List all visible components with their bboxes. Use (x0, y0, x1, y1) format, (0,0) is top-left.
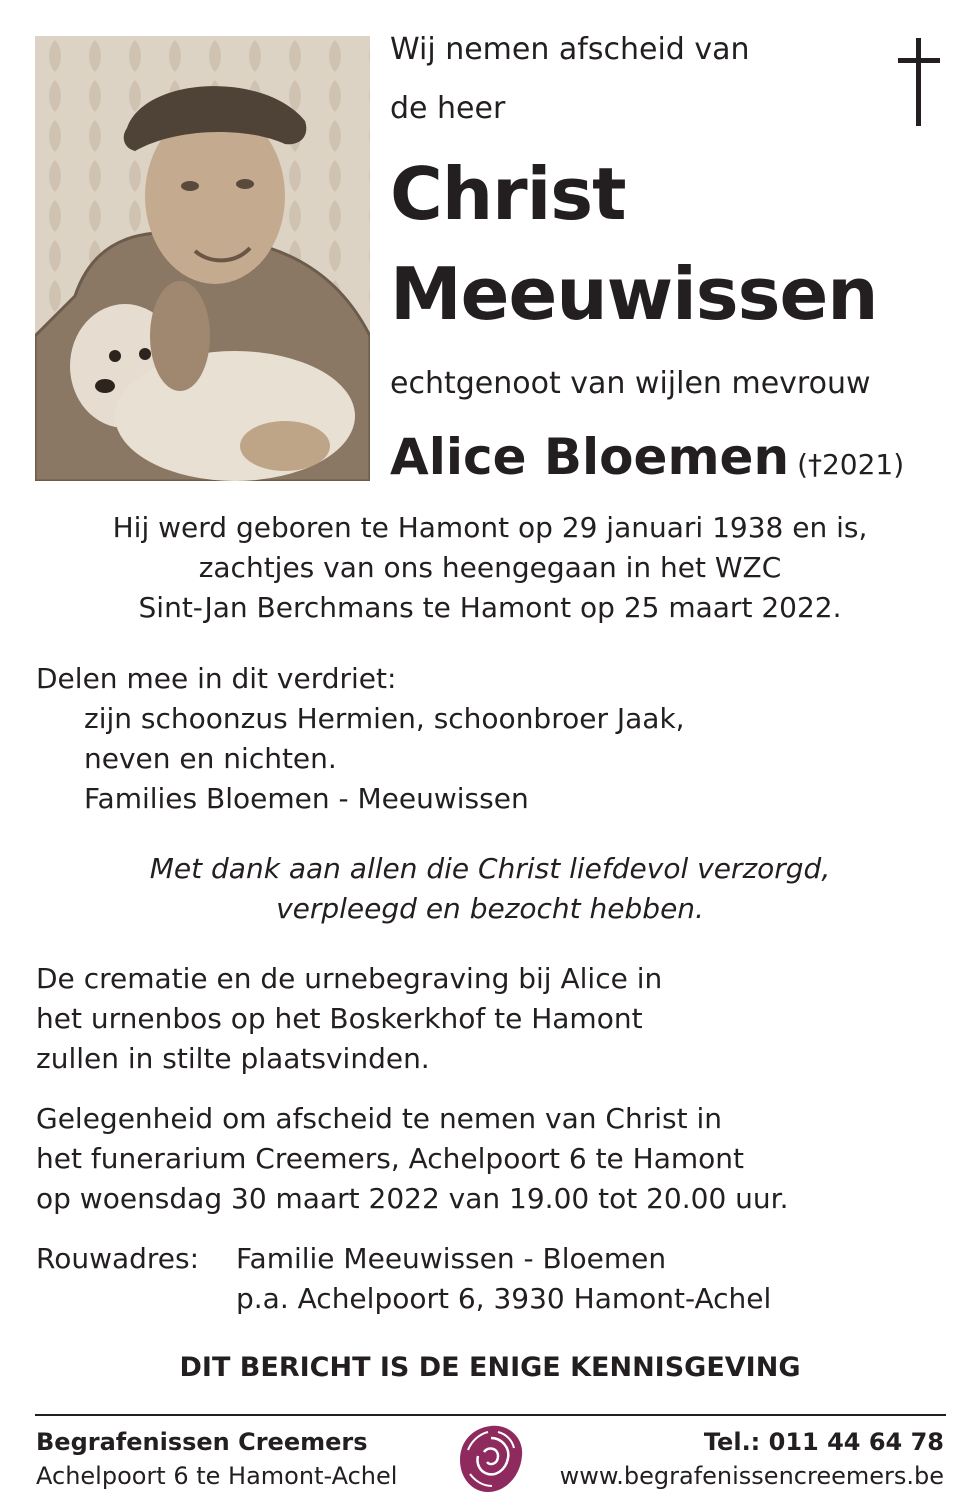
spouse-note: (†2021) (797, 448, 905, 481)
rose-logo-icon (454, 1420, 528, 1502)
deceased-last-name: Meeuwissen (390, 252, 878, 336)
visitation-line-3: op woensdag 30 maart 2022 van 19.00 tot 20.00 uur. (36, 1182, 789, 1215)
visitation-line-1: Gelegenheid om afscheid te nemen van Christ in (36, 1102, 723, 1135)
mourners-line-3: Families Bloemen - Meeuwissen (84, 782, 529, 815)
mourners-heading: Delen mee in dit verdriet: (36, 662, 397, 695)
intro-line-1: Wij nemen afscheid van (390, 32, 750, 67)
spouse-intro: echtgenoot van wijlen mevrouw (390, 366, 871, 401)
mourners-line-1: zijn schoonzus Hermien, schoonbroer Jaak, (84, 702, 685, 735)
deceased-first-name: Christ (390, 152, 626, 236)
birth-death-line-1: Hij werd geboren te Hamont op 29 januari 1938 en is, (112, 511, 868, 544)
footer-company-address: Achelpoort 6 te Hamont-Achel (36, 1462, 398, 1490)
birth-death-line-3: Sint-Jan Berchmans te Hamont op 25 maart 2022. (138, 591, 842, 624)
address-line-1: Familie Meeuwissen - Bloemen (236, 1242, 667, 1275)
address-line-2: p.a. Achelpoort 6, 3930 Hamont-Achel (236, 1282, 772, 1315)
mourners-line-2: neven en nichten. (84, 742, 337, 775)
footer-divider (35, 1414, 946, 1416)
cremation-line-2: het urnenbos op het Boskerkhof te Hamont (36, 1002, 643, 1035)
cross-icon (898, 38, 940, 132)
thanks-line-1: Met dank aan allen die Christ liefdevol verzorgd, (149, 852, 831, 885)
footer-website: www.begrafenissencreemers.be (559, 1462, 944, 1490)
intro-line-2: de heer (390, 91, 506, 126)
thanks-line-2: verpleegd en bezocht hebben. (276, 892, 704, 925)
footer-phone: Tel.: 011 44 64 78 (703, 1428, 944, 1456)
birth-death-line-2: zachtjes van ons heengegaan in het WZC (198, 551, 782, 584)
address-label: Rouwadres: (36, 1242, 200, 1275)
cremation-line-3: zullen in stilte plaatsvinden. (36, 1042, 430, 1075)
spouse-name: Alice Bloemen (390, 428, 790, 486)
sole-notice: DIT BERICHT IS DE ENIGE KENNISGEVING (179, 1352, 801, 1383)
cremation-line-1: De crematie en de urnebegraving bij Alice in (36, 962, 663, 995)
visitation-line-2: het funerarium Creemers, Achelpoort 6 te Hamont (36, 1142, 745, 1175)
spouse-block (390, 428, 905, 486)
footer-company: Begrafenissen Creemers (36, 1428, 368, 1456)
portrait-photo (35, 36, 370, 481)
